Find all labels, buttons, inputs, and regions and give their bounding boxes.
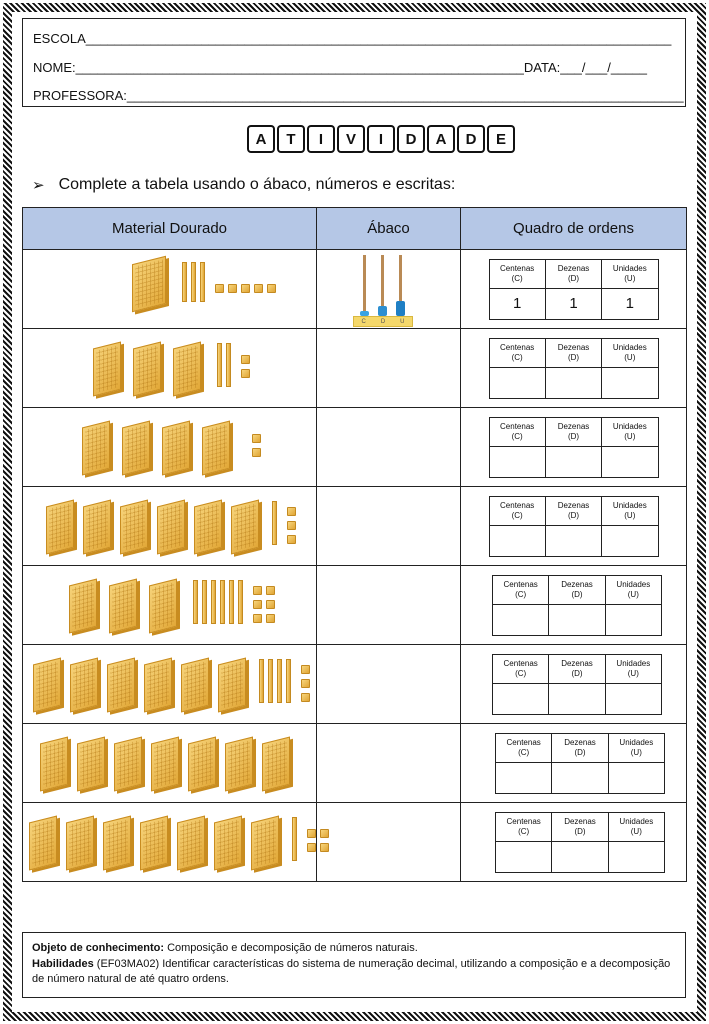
abaco-cell[interactable]: [317, 408, 461, 487]
student-info-box: [22, 18, 686, 107]
unit-cube: [253, 586, 262, 595]
hundred-plate: [82, 421, 110, 476]
table-row: [23, 329, 687, 408]
ten-rod: [238, 580, 243, 624]
unit-cube: [252, 434, 261, 443]
hundred-plate: [107, 658, 135, 713]
habilidades-label: Habilidades: [32, 957, 94, 970]
title-letter: A: [247, 125, 275, 153]
hundred-plate: [144, 658, 172, 713]
order-header: Centenas (C): [493, 575, 549, 604]
unit-cube: [301, 679, 310, 688]
abaco-cell[interactable]: [317, 803, 461, 882]
table-row: [23, 487, 687, 566]
order-header: Centenas (C): [489, 417, 545, 446]
hundred-plate: [70, 658, 98, 713]
order-value-cell[interactable]: [545, 525, 601, 556]
hundred-plate: [225, 737, 253, 792]
hundred-plate: [132, 256, 166, 312]
order-value-cell[interactable]: [549, 604, 605, 635]
title-letter: D: [457, 125, 485, 153]
ten-rod: [277, 659, 282, 703]
order-table: [492, 654, 662, 715]
ten-rod: [202, 580, 207, 624]
order-value-cell[interactable]: [489, 367, 545, 398]
hundred-plate: [149, 579, 177, 634]
title-letter: I: [307, 125, 335, 153]
quadro-ordens-cell: [461, 250, 687, 329]
hundred-plate: [66, 816, 94, 871]
ten-rod: [211, 580, 216, 624]
order-header: Unidades (U): [602, 417, 658, 446]
hundred-plate: [133, 342, 161, 397]
unit-cube: [241, 284, 250, 293]
hundred-plate: [33, 658, 61, 713]
order-header: Unidades (U): [602, 496, 658, 525]
ten-rod: [272, 501, 277, 545]
ten-rod: [292, 817, 297, 861]
school-field[interactable]: ESCOLA_________________________________________________________________________________: [33, 31, 672, 46]
order-header: Dezenas (D): [549, 654, 605, 683]
order-value-cell[interactable]: 1: [489, 288, 545, 319]
hundred-plate: [218, 658, 246, 713]
order-header: Unidades (U): [608, 812, 664, 841]
order-header: Centenas (C): [496, 733, 552, 762]
header-abaco: Ábaco: [317, 208, 461, 250]
order-header: Dezenas (D): [545, 338, 601, 367]
ten-rod: [182, 262, 187, 302]
table-row: [23, 724, 687, 803]
abaco-cell[interactable]: [317, 487, 461, 566]
unit-cube: [266, 586, 275, 595]
hundred-plate: [114, 737, 142, 792]
quadro-ordens-cell: [461, 724, 687, 803]
hundred-plate: [77, 737, 105, 792]
order-value-cell[interactable]: [489, 446, 545, 477]
quadro-ordens-cell: [461, 645, 687, 724]
ten-rod: [191, 262, 196, 302]
material-dourado-cell: [23, 250, 317, 329]
quadro-ordens-cell: [461, 566, 687, 645]
ten-rod: [193, 580, 198, 624]
order-header: Centenas (C): [489, 259, 545, 288]
hundred-plate: [181, 658, 209, 713]
material-dourado-cell: [23, 487, 317, 566]
table-row: [23, 803, 687, 882]
hundred-plate: [251, 816, 279, 871]
abaco-cell[interactable]: [317, 724, 461, 803]
order-header: Dezenas (D): [545, 259, 601, 288]
order-value-cell[interactable]: [493, 604, 549, 635]
unit-cube: [254, 284, 263, 293]
hundred-plate: [157, 500, 185, 555]
order-header: Unidades (U): [602, 259, 658, 288]
order-value-cell[interactable]: [605, 604, 661, 635]
hundred-plate: [194, 500, 222, 555]
abacus-label: D: [380, 318, 386, 325]
title-letter: D: [397, 125, 425, 153]
hundred-plate: [29, 816, 57, 871]
order-value-cell[interactable]: [552, 841, 608, 872]
unit-cube: [228, 284, 237, 293]
ten-rod: [217, 343, 222, 387]
order-table: [489, 338, 659, 399]
order-value-cell[interactable]: [545, 446, 601, 477]
hundred-plate: [151, 737, 179, 792]
order-header: Dezenas (D): [545, 496, 601, 525]
teacher-field[interactable]: PROFESSORA:_____________________________________________________________________________: [33, 88, 684, 103]
unit-cube: [287, 535, 296, 544]
hundred-plate: [202, 421, 230, 476]
title-letter: E: [487, 125, 515, 153]
order-value-cell[interactable]: [496, 762, 552, 793]
hundred-plate: [231, 500, 259, 555]
order-header: Centenas (C): [496, 812, 552, 841]
table-row: [23, 250, 687, 329]
material-dourado-cell: [23, 645, 317, 724]
hundred-plate: [177, 816, 205, 871]
unit-cube: [287, 521, 296, 530]
order-value-cell[interactable]: [605, 683, 661, 714]
hundred-plate: [69, 579, 97, 634]
ten-rod: [226, 343, 231, 387]
order-value-cell[interactable]: [602, 446, 658, 477]
order-header: Unidades (U): [605, 654, 661, 683]
order-value-cell[interactable]: 1: [602, 288, 658, 319]
order-header: Unidades (U): [608, 733, 664, 762]
abaco-cell[interactable]: [317, 329, 461, 408]
title-letter: A: [427, 125, 455, 153]
order-value-cell[interactable]: [608, 841, 664, 872]
order-value-cell[interactable]: [493, 683, 549, 714]
habilidades-text: (EF03MA02) Identificar características do sistema de numeração decimal, utilizando a composição e a decomposição de número natural de até quatro ordens.: [32, 957, 671, 986]
title-letter: V: [337, 125, 365, 153]
unit-cube: [266, 600, 275, 609]
objeto-label: Objeto de conhecimento:: [32, 942, 165, 954]
order-table: [489, 417, 659, 478]
unit-cube: [266, 614, 275, 623]
hundred-plate: [122, 421, 150, 476]
abaco-cell[interactable]: [317, 566, 461, 645]
footer-box: [22, 932, 686, 998]
unit-cube: [241, 369, 250, 378]
unit-cube: [253, 600, 262, 609]
ten-rod: [268, 659, 273, 703]
hundred-plate: [40, 737, 68, 792]
activity-title: [247, 125, 519, 153]
order-table: [492, 575, 662, 636]
unit-cube: [307, 829, 316, 838]
order-table: [489, 259, 659, 320]
material-dourado-cell: [23, 329, 317, 408]
material-dourado-cell: [23, 803, 317, 882]
table-row: [23, 408, 687, 487]
abacus-label: U: [400, 318, 405, 325]
order-value-cell[interactable]: [496, 841, 552, 872]
order-header: Centenas (C): [489, 496, 545, 525]
table-row: [23, 645, 687, 724]
hundred-plate: [83, 500, 111, 555]
hundred-plate: [140, 816, 168, 871]
hundred-plate: [120, 500, 148, 555]
order-value-cell[interactable]: [552, 762, 608, 793]
hundred-plate: [188, 737, 216, 792]
order-header: Unidades (U): [602, 338, 658, 367]
hundred-plate: [173, 342, 201, 397]
title-letter: I: [367, 125, 395, 153]
unit-cube: [301, 665, 310, 674]
hundred-plate: [109, 579, 137, 634]
arrow-icon: ➢: [32, 177, 45, 194]
unit-cube: [253, 614, 262, 623]
order-value-cell[interactable]: [489, 525, 545, 556]
order-header: Dezenas (D): [549, 575, 605, 604]
objeto-text: Composição e decomposição de números naturais.: [164, 942, 418, 954]
header-quadro-ordens: Quadro de ordens: [461, 208, 687, 250]
abaco-cell[interactable]: [317, 645, 461, 724]
order-value-cell[interactable]: 1: [545, 288, 601, 319]
hundred-plate: [214, 816, 242, 871]
hundred-plate: [93, 342, 121, 397]
ten-rod: [286, 659, 291, 703]
instruction-text: Complete a tabela usando o ábaco, números e escritas:: [58, 176, 456, 193]
order-header: Centenas (C): [493, 654, 549, 683]
quadro-ordens-cell: [461, 408, 687, 487]
ten-rod: [229, 580, 234, 624]
hundred-plate: [103, 816, 131, 871]
order-table: [495, 812, 665, 873]
order-header: Unidades (U): [605, 575, 661, 604]
table-row: [23, 566, 687, 645]
unit-cube: [267, 284, 276, 293]
unit-cube: [215, 284, 224, 293]
ten-rod: [259, 659, 264, 703]
order-table: [495, 733, 665, 794]
material-dourado-cell: [23, 724, 317, 803]
instruction: [32, 176, 455, 194]
hundred-plate: [262, 737, 290, 792]
material-dourado-cell: [23, 408, 317, 487]
material-dourado-cell: [23, 566, 317, 645]
abaco-cell[interactable]: [317, 250, 461, 329]
order-header: Dezenas (D): [552, 733, 608, 762]
order-value-cell[interactable]: [545, 367, 601, 398]
order-header: Dezenas (D): [545, 417, 601, 446]
order-value-cell[interactable]: [608, 762, 664, 793]
order-value-cell[interactable]: [549, 683, 605, 714]
title-letter: T: [277, 125, 305, 153]
abacus-label: C: [361, 318, 366, 325]
activity-table: [22, 207, 687, 882]
hundred-plate: [46, 500, 74, 555]
order-value-cell[interactable]: [602, 525, 658, 556]
quadro-ordens-cell: [461, 487, 687, 566]
name-date-field[interactable]: NOME:______________________________________________________________DATA:___/___/_____: [33, 60, 647, 75]
unit-cube: [241, 355, 250, 364]
ten-rod: [200, 262, 205, 302]
abacus-illustration: [353, 255, 413, 327]
order-table: [489, 496, 659, 557]
unit-cube: [252, 448, 261, 457]
hundred-plate: [162, 421, 190, 476]
unit-cube: [287, 507, 296, 516]
order-header: Dezenas (D): [552, 812, 608, 841]
quadro-ordens-cell: [461, 329, 687, 408]
ten-rod: [220, 580, 225, 624]
quadro-ordens-cell: [461, 803, 687, 882]
order-header: Centenas (C): [489, 338, 545, 367]
header-material-dourado: Material Dourado: [23, 208, 317, 250]
order-value-cell[interactable]: [602, 367, 658, 398]
unit-cube: [301, 693, 310, 702]
unit-cube: [307, 843, 316, 852]
